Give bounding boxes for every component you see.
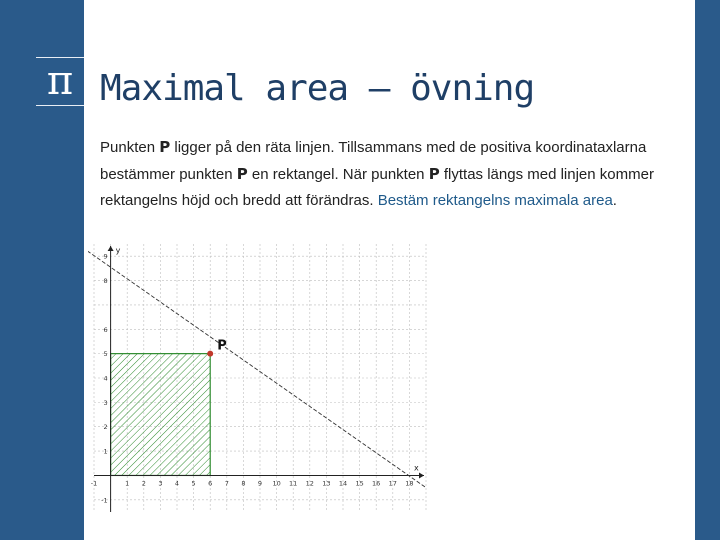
x-tick-label: 11 — [289, 479, 298, 488]
y-tick-label: 5 — [103, 350, 108, 359]
x-tick-label: 3 — [158, 479, 163, 488]
x-tick-label: 5 — [191, 479, 196, 488]
y-tick-label: 6 — [103, 325, 108, 334]
x-tick-label: 8 — [241, 479, 246, 488]
text-segment-2: ligger på den räta linjen. Tillsammans med de positiva koordinataxlarna bestämmer punkten — [100, 139, 647, 183]
y-tick-label: 9 — [103, 252, 108, 261]
pi-icon: π — [46, 58, 74, 104]
x-tick-label: 17 — [388, 479, 397, 488]
x-axis-label: x — [414, 463, 419, 473]
x-tick-label: 6 — [208, 479, 213, 488]
text-segment-1: Punkten — [100, 139, 160, 156]
x-tick-label: 18 — [405, 479, 414, 488]
area-rectangle — [111, 354, 211, 476]
x-tick-label: -1 — [90, 479, 98, 488]
task-description — [100, 134, 670, 214]
x-axis-arrow — [419, 472, 424, 478]
y-axis-label: y — [115, 246, 121, 255]
x-tick-label: 4 — [174, 479, 180, 488]
pi-divider-bottom — [36, 105, 84, 106]
x-tick-label: 13 — [322, 479, 331, 488]
x-tick-label: 7 — [224, 479, 229, 488]
right-sidebar — [695, 0, 720, 540]
x-tick-label: 15 — [355, 479, 364, 488]
x-tick-label: 10 — [272, 479, 281, 488]
point-p-marker — [207, 351, 213, 357]
point-name-1: P — [159, 138, 171, 156]
task-highlight: Bestäm rektangelns maximala area — [377, 192, 613, 209]
y-tick-label: 4 — [103, 374, 108, 383]
y-axis-arrow — [108, 246, 114, 251]
x-tick-label: 14 — [338, 479, 348, 488]
left-sidebar — [0, 0, 36, 540]
x-tick-label: 12 — [305, 479, 314, 488]
x-tick-label: 1 — [125, 479, 130, 488]
y-tick-label: 3 — [103, 398, 108, 407]
x-tick-label: 16 — [372, 479, 381, 488]
y-tick-label: 8 — [103, 277, 108, 286]
point-name-2: P — [236, 165, 248, 183]
slide-title: Maximal area – övning — [100, 68, 535, 109]
point-p-label: P — [217, 338, 227, 354]
y-tick-label: 1 — [103, 447, 108, 456]
x-tick-label: 2 — [141, 479, 146, 488]
y-tick-label: -1 — [101, 496, 108, 505]
text-segment-end: . — [612, 192, 617, 209]
y-tick-label: 2 — [103, 423, 108, 432]
text-segment-3: en rektangel. När punkten — [247, 166, 429, 183]
text-segment-4: flyttas längs med linjen kommer rektangelns höjd och bredd att förändras. — [100, 166, 654, 209]
coordinate-graph — [88, 240, 438, 518]
point-name-3: P — [428, 165, 440, 183]
x-tick-label: 9 — [257, 479, 263, 488]
